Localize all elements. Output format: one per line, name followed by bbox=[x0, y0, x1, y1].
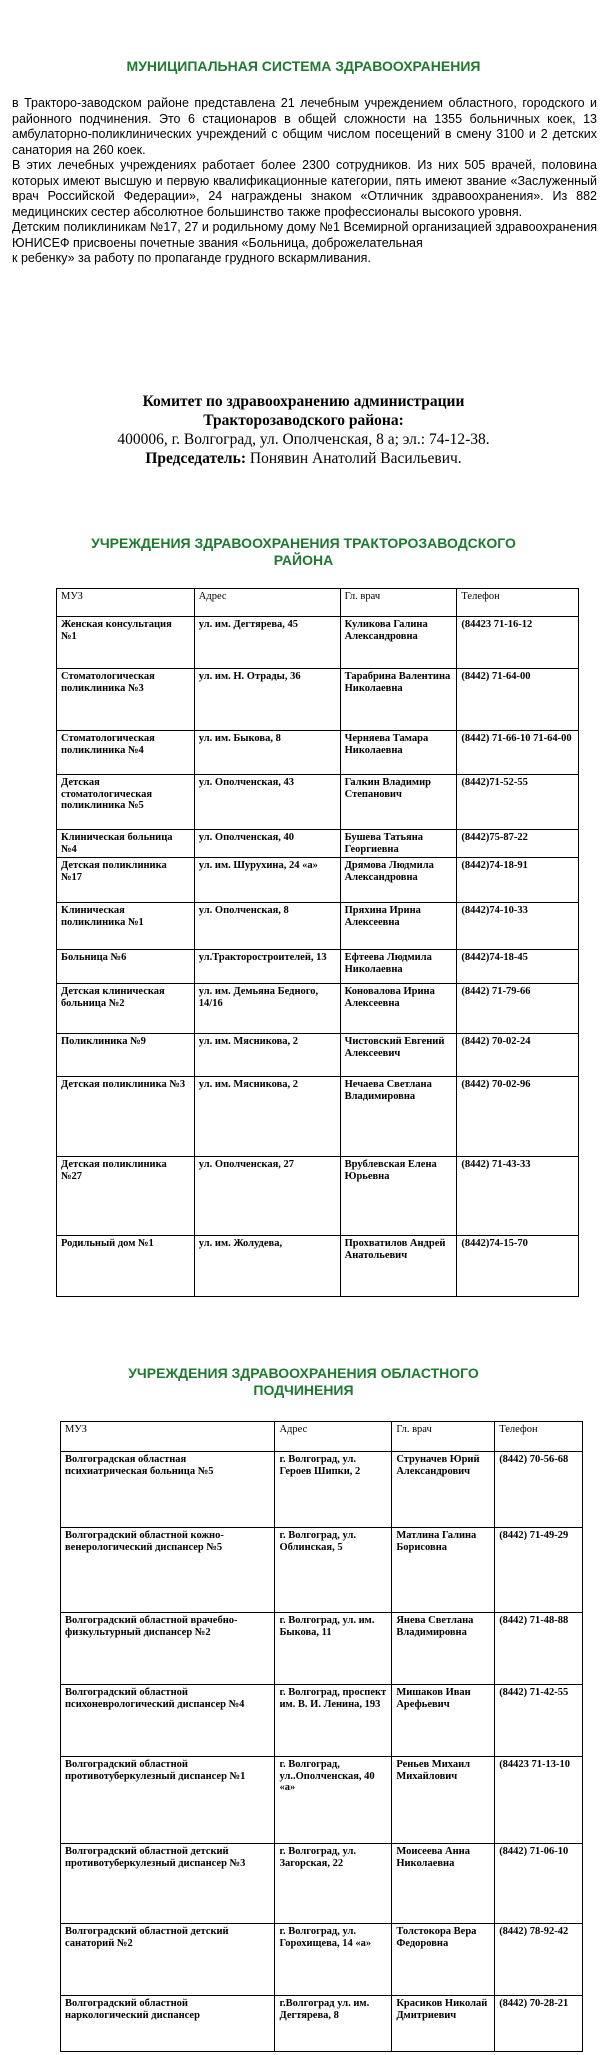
table-row bbox=[57, 1236, 579, 1297]
table-row bbox=[57, 903, 579, 950]
phone-cell: (84423 71-16-12 bbox=[457, 617, 579, 669]
column-header: Телефон bbox=[495, 1422, 583, 1452]
institution-cell: Волгоградский областной детский санаторий №2 bbox=[61, 1924, 275, 1996]
column-header: Телефон bbox=[457, 589, 579, 617]
intro-paragraph: в Тракторо-заводском районе представлена 21 лечебным учреждением областного, городского и районного подчинения. Это 6 стационаров в общей сложности на 1355 больничных коек, 13 амбулаторно-поликлинических учреждений с общим числом посещений в смену 3100 и 2 детских санатория на 260 коек. bbox=[12, 96, 597, 157]
chair-label: Председатель: bbox=[145, 450, 246, 467]
table-header-row bbox=[61, 1422, 583, 1452]
address-cell: ул. им. Мясникова, 2 bbox=[194, 1077, 340, 1157]
address-cell: ул. им. Быкова, 8 bbox=[194, 731, 340, 775]
phone-cell: (8442)74-15-70 bbox=[457, 1236, 579, 1297]
table-row bbox=[61, 1757, 583, 1844]
address-cell: г. Волгоград, ул. Загорская, 22 bbox=[275, 1844, 392, 1924]
institution-cell: Детская поликлиника №27 bbox=[57, 1157, 195, 1236]
institution-cell: Родильный дом №1 bbox=[57, 1236, 195, 1297]
table-row bbox=[57, 669, 579, 731]
table-row bbox=[57, 1034, 579, 1077]
head-doctor-cell: Бушева Татьяна Георгиевна bbox=[340, 830, 457, 858]
institution-cell: Волгоградский областной кожно-венерологический диспансер №5 bbox=[61, 1528, 275, 1613]
institution-cell: Поликлиника №9 bbox=[57, 1034, 195, 1077]
table-row bbox=[57, 984, 579, 1034]
address-cell: г. Волгоград, проспект им. В. И. Ленина, 193 bbox=[275, 1685, 392, 1757]
phone-cell: (8442) 70-28-21 bbox=[495, 1996, 583, 2052]
head-doctor-cell: Дрямова Людмила Александровна bbox=[340, 858, 457, 903]
address-cell: ул. им. Н. Отрады, 36 bbox=[194, 669, 340, 731]
address-cell: ул. Ополченская, 27 bbox=[194, 1157, 340, 1236]
institution-cell: Стоматологическая поликлиника №4 bbox=[57, 731, 195, 775]
head-doctor-cell: Матлина Галина Борисовна bbox=[392, 1528, 495, 1613]
column-header: Гл. врач bbox=[392, 1422, 495, 1452]
head-doctor-cell: Толстокора Вера Федоровна bbox=[392, 1924, 495, 1996]
address-cell: г.Волгоград ул. им. Дегтярева, 8 bbox=[275, 1996, 392, 2052]
table-row bbox=[57, 775, 579, 830]
address-cell: ул.Тракторостроителей, 13 bbox=[194, 950, 340, 984]
phone-cell: (8442)74-10-33 bbox=[457, 903, 579, 950]
institution-cell: Больница №6 bbox=[57, 950, 195, 984]
phone-cell: (8442) 71-48-88 bbox=[495, 1613, 583, 1685]
table-row bbox=[57, 1077, 579, 1157]
column-header: Гл. врач bbox=[340, 589, 457, 617]
head-doctor-cell: Нечаева Светлана Владимировна bbox=[340, 1077, 457, 1157]
phone-cell: (8442) 78-92-42 bbox=[495, 1924, 583, 1996]
table-row bbox=[57, 858, 579, 903]
phone-cell: (8442) 70-02-96 bbox=[457, 1077, 579, 1157]
table-row bbox=[57, 731, 579, 775]
phone-cell: (8442)71-52-55 bbox=[457, 775, 579, 830]
head-doctor-cell: Ефтеева Людмила Николаевна bbox=[340, 950, 457, 984]
table-row bbox=[61, 1924, 583, 1996]
committee-chair bbox=[0, 449, 607, 468]
address-cell: ул. Ополченская, 40 bbox=[194, 830, 340, 858]
table1-title bbox=[0, 535, 607, 569]
phone-cell: (8442) 71-06-10 bbox=[495, 1844, 583, 1924]
address-cell: г. Волгоград, ул. Горохищева, 14 «а» bbox=[275, 1924, 392, 1996]
intro-paragraph: Детским поликлиникам №17, 27 и родильному дому №1 Всемирной организацией здравоохранения ЮНИСЕФ присвоены почетные звания «Больница, доброжелательная bbox=[12, 220, 597, 250]
table-row bbox=[61, 1844, 583, 1924]
phone-cell: (8442) 70-56-68 bbox=[495, 1452, 583, 1528]
institution-cell: Детская поликлиника №3 bbox=[57, 1077, 195, 1157]
address-cell: г. Волгоград, ул. им. Быкова, 11 bbox=[275, 1613, 392, 1685]
institution-cell: Волгоградская областная психиатрическая больница №5 bbox=[61, 1452, 275, 1528]
institution-cell: Волгоградский областной врачебно-физкультурный диспансер №2 bbox=[61, 1613, 275, 1685]
phone-cell: (8442) 71-64-00 bbox=[457, 669, 579, 731]
address-cell: ул. им. Мясникова, 2 bbox=[194, 1034, 340, 1077]
intro-paragraph: В этих лечебных учреждениях работает более 2300 сотрудников. Из них 505 врачей, половина которых имеют высшую и первую квалификационные категории, пять имеют звание «Заслуженный врач Российской Федерации», 24 награждены знаком «Отличник здравоохранения». Из 882 медицинских сестер абсолютное большинство также профессионалы высокого уровня. bbox=[12, 158, 597, 219]
phone-cell: (8442) 71-79-66 bbox=[457, 984, 579, 1034]
head-doctor-cell: Пряхина Ирина Алексеевна bbox=[340, 903, 457, 950]
head-doctor-cell: Чистовский Евгений Алексеевич bbox=[340, 1034, 457, 1077]
head-doctor-cell: Струначев Юрий Александрович bbox=[392, 1452, 495, 1528]
institution-cell: Клиническая больница №4 bbox=[57, 830, 195, 858]
institution-cell: Детская стоматологическая поликлиника №5 bbox=[57, 775, 195, 830]
institution-cell: Волгоградский областной наркологический диспансер bbox=[61, 1996, 275, 2052]
address-cell: г. Волгоград, ул. Облинская, 5 bbox=[275, 1528, 392, 1613]
institution-cell: Детская клиническая больница №2 bbox=[57, 984, 195, 1034]
phone-cell: (84423 71-13-10 bbox=[495, 1757, 583, 1844]
table-header-row bbox=[57, 589, 579, 617]
table-row bbox=[61, 1996, 583, 2052]
table2-title-line: УЧРЕЖДЕНИЯ ЗДРАВООХРАНЕНИЯ ОБЛАСТНОГО bbox=[128, 1365, 479, 1381]
phone-cell: (8442) 71-49-29 bbox=[495, 1528, 583, 1613]
column-header: Адрес bbox=[194, 589, 340, 617]
head-doctor-cell: Коновалова Ирина Алексеевна bbox=[340, 984, 457, 1034]
phone-cell: (8442) 70-02-24 bbox=[457, 1034, 579, 1077]
table2-title bbox=[0, 1365, 607, 1399]
institution-cell: Волгоградский областной психоневрологический диспансер №4 bbox=[61, 1685, 275, 1757]
district-institutions-table bbox=[56, 588, 579, 1297]
head-doctor-cell: Реньев Михаил Михайлович bbox=[392, 1757, 495, 1844]
regional-institutions-table bbox=[60, 1421, 583, 2052]
institution-cell: Волгоградский областной детский противотуберкулезный диспансер №3 bbox=[61, 1844, 275, 1924]
phone-cell: (8442)74-18-45 bbox=[457, 950, 579, 984]
table1-title-line: УЧРЕЖДЕНИЯ ЗДРАВООХРАНЕНИЯ ТРАКТОРОЗАВОДСКОГО bbox=[91, 535, 516, 551]
institution-cell: Женская консультация №1 bbox=[57, 617, 195, 669]
table2-title-line: ПОДЧИНЕНИЯ bbox=[253, 1382, 354, 1398]
column-header: Адрес bbox=[275, 1422, 392, 1452]
phone-cell: (8442)74-18-91 bbox=[457, 858, 579, 903]
head-doctor-cell: Янева Светлана Владимировна bbox=[392, 1613, 495, 1685]
address-cell: ул. Ополченская, 8 bbox=[194, 903, 340, 950]
section-title-municipal: МУНИЦИПАЛЬНАЯ СИСТЕМА ЗДРАВООХРАНЕНИЯ bbox=[126, 58, 481, 74]
committee-block bbox=[0, 392, 607, 468]
table-row bbox=[61, 1528, 583, 1613]
intro-text bbox=[12, 96, 597, 267]
phone-cell: (8442)75-87-22 bbox=[457, 830, 579, 858]
committee-address: 400006, г. Волгоград, ул. Ополченская, 8 а; эл.: 74-12-38. bbox=[117, 431, 490, 448]
address-cell: ул. им. Шурухина, 24 «а» bbox=[194, 858, 340, 903]
table-row bbox=[57, 617, 579, 669]
table-row bbox=[57, 950, 579, 984]
address-cell: г. Волгоград, ул..Ополченская, 40 «а» bbox=[275, 1757, 392, 1844]
table-row bbox=[61, 1452, 583, 1528]
address-cell: ул. им. Дегтярева, 45 bbox=[194, 617, 340, 669]
head-doctor-cell: Мишаков Иван Арефьевич bbox=[392, 1685, 495, 1757]
head-doctor-cell: Прохватилов Андрей Анатольевич bbox=[340, 1236, 457, 1297]
chair-name: Понявин Анатолий Васильевич. bbox=[246, 450, 462, 467]
head-doctor-cell: Врублевская Елена Юрьевна bbox=[340, 1157, 457, 1236]
institution-cell: Стоматологическая поликлиника №3 bbox=[57, 669, 195, 731]
head-doctor-cell: Красиков Николай Дмитриевич bbox=[392, 1996, 495, 2052]
table1-title-line: РАЙОНА bbox=[273, 552, 334, 568]
committee-title: Комитет по здравоохранению администрации bbox=[142, 393, 465, 410]
intro-paragraph: к ребенку» за работу по пропаганде грудного вскармливания. bbox=[12, 251, 371, 265]
head-doctor-cell: Галкин Владимир Степанович bbox=[340, 775, 457, 830]
address-cell: ул. им. Жолудева, bbox=[194, 1236, 340, 1297]
address-cell: г. Волгоград, ул. Героев Шипки, 2 bbox=[275, 1452, 392, 1528]
phone-cell: (8442) 71-66-10 71-64-00 bbox=[457, 731, 579, 775]
table-row bbox=[57, 1157, 579, 1236]
head-doctor-cell: Черняева Тамара Николаевна bbox=[340, 731, 457, 775]
committee-subtitle: Тракторозаводского района: bbox=[203, 412, 404, 429]
institution-cell: Клиническая поликлиника №1 bbox=[57, 903, 195, 950]
institution-cell: Детская поликлиника №17 bbox=[57, 858, 195, 903]
phone-cell: (8442) 71-43-33 bbox=[457, 1157, 579, 1236]
table-row bbox=[61, 1613, 583, 1685]
column-header: МУЗ bbox=[61, 1422, 275, 1452]
address-cell: ул. Ополченская, 43 bbox=[194, 775, 340, 830]
address-cell: ул. им. Демьяна Бедного, 14/16 bbox=[194, 984, 340, 1034]
head-doctor-cell: Моисеева Анна Николаевна bbox=[392, 1844, 495, 1924]
head-doctor-cell: Тарабрина Валентина Николаевна bbox=[340, 669, 457, 731]
phone-cell: (8442) 71-42-55 bbox=[495, 1685, 583, 1757]
institution-cell: Волгоградский областной противотуберкулезный диспансер №1 bbox=[61, 1757, 275, 1844]
head-doctor-cell: Куликова Галина Александровна bbox=[340, 617, 457, 669]
column-header: МУЗ bbox=[57, 589, 195, 617]
table-row bbox=[61, 1685, 583, 1757]
table-row bbox=[57, 830, 579, 858]
